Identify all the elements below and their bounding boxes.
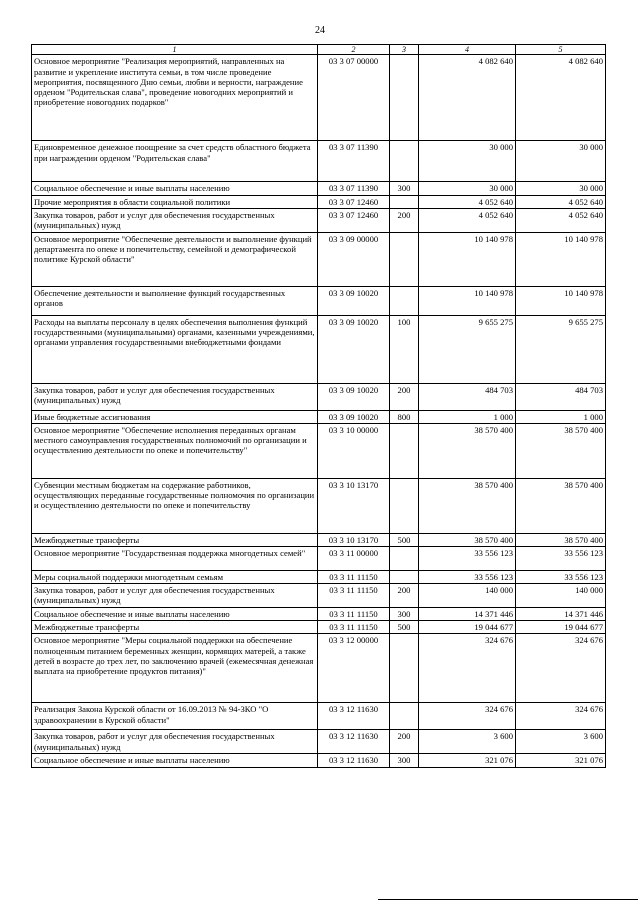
row-sum-total-cell: 321 076 xyxy=(516,754,606,767)
row-sum-total-cell: 33 556 123 xyxy=(516,547,606,571)
row-name-cell: Основное мероприятие "Обеспечение деятельности и выполнение функций департамента по опеке и попечительству, семейной и демографической политике Курской области" xyxy=(32,232,318,286)
table-row xyxy=(32,315,606,383)
row-sum-total-cell: 38 570 400 xyxy=(516,423,606,478)
row-sum-total-cell: 140 000 xyxy=(516,584,606,608)
header-col-4: 4 xyxy=(419,45,516,55)
table-header-row xyxy=(32,45,606,55)
table-row xyxy=(32,232,606,286)
row-name-cell: Иные бюджетные ассигнования xyxy=(32,410,318,423)
row-sum-total-cell: 3 600 xyxy=(516,730,606,754)
row-sum-cell: 9 655 275 xyxy=(419,315,516,383)
row-name-cell: Единовременное денежное поощрение за счет средств областного бюджета при награждении орденом "Родительская слава" xyxy=(32,141,318,182)
table-row xyxy=(32,547,606,571)
row-code-cell: 03 3 09 10020 xyxy=(318,286,390,315)
table-row xyxy=(32,703,606,730)
row-expense-type-cell: 200 xyxy=(390,383,419,410)
row-sum-cell: 4 052 640 xyxy=(419,195,516,208)
row-code-cell: 03 3 12 11630 xyxy=(318,754,390,767)
row-sum-cell: 1 000 xyxy=(419,410,516,423)
row-sum-cell: 30 000 xyxy=(419,141,516,182)
row-name-cell: Субвенции местным бюджетам на содержание работников, осуществляющих переданные государственные полномочия по организации и осуществлению деятельности по опеке и попечительству xyxy=(32,478,318,533)
budget-table xyxy=(31,44,606,768)
table-row xyxy=(32,754,606,767)
row-sum-cell: 38 570 400 xyxy=(419,478,516,533)
row-code-cell: 03 3 11 00000 xyxy=(318,547,390,571)
row-name-cell: Межбюджетные трансферты xyxy=(32,621,318,634)
header-col-3: 3 xyxy=(390,45,419,55)
row-sum-cell: 321 076 xyxy=(419,754,516,767)
table-row xyxy=(32,208,606,232)
row-expense-type-cell: 300 xyxy=(390,754,419,767)
table-row xyxy=(32,608,606,621)
row-expense-type-cell xyxy=(390,195,419,208)
row-expense-type-cell xyxy=(390,478,419,533)
row-code-cell: 03 3 11 11150 xyxy=(318,608,390,621)
row-name-cell: Социальное обеспечение и иные выплаты населению xyxy=(32,754,318,767)
row-code-cell: 03 3 10 13170 xyxy=(318,533,390,546)
row-code-cell: 03 3 09 10020 xyxy=(318,383,390,410)
row-name-cell: Закупка товаров, работ и услуг для обеспечения государственных (муниципальных) нужд xyxy=(32,730,318,754)
row-sum-total-cell: 1 000 xyxy=(516,410,606,423)
row-name-cell: Закупка товаров, работ и услуг для обеспечения государственных (муниципальных) нужд xyxy=(32,584,318,608)
row-sum-cell: 3 600 xyxy=(419,730,516,754)
table-row xyxy=(32,410,606,423)
row-sum-cell: 38 570 400 xyxy=(419,533,516,546)
row-name-cell: Основное мероприятие "Меры социальной поддержки на обеспечение полноценным питанием беременных женщин, кормящих матерей, а также детей в возрасте до трех лет, по заключению врачей (ежемесячная денежная выплата на приобретение продуктов питания)" xyxy=(32,634,318,703)
row-expense-type-cell xyxy=(390,423,419,478)
row-name-cell: Межбюджетные трансферты xyxy=(32,533,318,546)
row-sum-cell: 324 676 xyxy=(419,634,516,703)
row-name-cell: Прочие мероприятия в области социальной политики xyxy=(32,195,318,208)
row-sum-total-cell: 4 052 640 xyxy=(516,208,606,232)
row-expense-type-cell: 100 xyxy=(390,315,419,383)
row-sum-cell: 38 570 400 xyxy=(419,423,516,478)
row-sum-cell: 33 556 123 xyxy=(419,547,516,571)
row-name-cell: Социальное обеспечение и иные выплаты населению xyxy=(32,608,318,621)
row-expense-type-cell xyxy=(390,547,419,571)
table-row xyxy=(32,182,606,195)
row-expense-type-cell: 300 xyxy=(390,608,419,621)
row-code-cell: 03 3 12 00000 xyxy=(318,634,390,703)
table-row xyxy=(32,286,606,315)
row-name-cell: Обеспечение деятельности и выполнение функций государственных органов xyxy=(32,286,318,315)
row-sum-cell: 324 676 xyxy=(419,703,516,730)
row-code-cell: 03 3 07 11390 xyxy=(318,182,390,195)
table-row xyxy=(32,571,606,584)
header-col-1: 1 xyxy=(32,45,318,55)
row-sum-total-cell: 19 044 677 xyxy=(516,621,606,634)
row-code-cell: 03 3 10 00000 xyxy=(318,423,390,478)
row-sum-total-cell: 4 082 640 xyxy=(516,55,606,141)
table-row xyxy=(32,621,606,634)
row-code-cell: 03 3 09 10020 xyxy=(318,315,390,383)
row-sum-total-cell: 4 052 640 xyxy=(516,195,606,208)
row-code-cell: 03 3 11 11150 xyxy=(318,571,390,584)
row-sum-cell: 484 703 xyxy=(419,383,516,410)
row-sum-cell: 33 556 123 xyxy=(419,571,516,584)
table-row xyxy=(32,141,606,182)
row-code-cell: 03 3 11 11150 xyxy=(318,621,390,634)
row-expense-type-cell: 500 xyxy=(390,621,419,634)
row-code-cell: 03 3 09 10020 xyxy=(318,410,390,423)
row-name-cell: Социальное обеспечение и иные выплаты населению xyxy=(32,182,318,195)
header-col-2: 2 xyxy=(318,45,390,55)
row-sum-total-cell: 10 140 978 xyxy=(516,286,606,315)
row-expense-type-cell: 200 xyxy=(390,584,419,608)
row-expense-type-cell xyxy=(390,703,419,730)
row-sum-total-cell: 33 556 123 xyxy=(516,571,606,584)
row-name-cell: Основное мероприятие "Государственная поддержка многодетных семей" xyxy=(32,547,318,571)
row-code-cell: 03 3 12 11630 xyxy=(318,703,390,730)
row-expense-type-cell xyxy=(390,141,419,182)
row-sum-total-cell: 324 676 xyxy=(516,634,606,703)
table-row xyxy=(32,383,606,410)
footer-rule xyxy=(378,899,638,900)
row-expense-type-cell: 500 xyxy=(390,533,419,546)
row-sum-total-cell: 484 703 xyxy=(516,383,606,410)
header-col-5: 5 xyxy=(516,45,606,55)
row-expense-type-cell xyxy=(390,634,419,703)
row-name-cell: Реализация Закона Курской области от 16.09.2013 № 94-ЗКО "О здравоохранении в Курской области" xyxy=(32,703,318,730)
row-code-cell: 03 3 12 11630 xyxy=(318,730,390,754)
row-name-cell: Основное мероприятие "Реализация мероприятий, направленных на развитие и укрепление института семьи, в том числе проведение мероприятия, посвященного Дню семьи, любви и верности, награждение орденом "Родительская слава", проведение новогодних мероприятий и приобретение новогодних подарков" xyxy=(32,55,318,141)
row-sum-total-cell: 9 655 275 xyxy=(516,315,606,383)
row-sum-cell: 30 000 xyxy=(419,182,516,195)
row-code-cell: 03 3 11 11150 xyxy=(318,584,390,608)
row-sum-cell: 140 000 xyxy=(419,584,516,608)
row-sum-total-cell: 30 000 xyxy=(516,141,606,182)
row-sum-cell: 4 052 640 xyxy=(419,208,516,232)
row-expense-type-cell xyxy=(390,55,419,141)
table-row xyxy=(32,478,606,533)
table-row xyxy=(32,423,606,478)
row-sum-cell: 10 140 978 xyxy=(419,232,516,286)
row-code-cell: 03 3 07 12460 xyxy=(318,208,390,232)
row-expense-type-cell: 200 xyxy=(390,730,419,754)
table-row xyxy=(32,533,606,546)
table-row xyxy=(32,634,606,703)
row-sum-total-cell: 324 676 xyxy=(516,703,606,730)
row-sum-total-cell: 30 000 xyxy=(516,182,606,195)
row-code-cell: 03 3 07 00000 xyxy=(318,55,390,141)
row-code-cell: 03 3 07 11390 xyxy=(318,141,390,182)
row-name-cell: Основное мероприятие "Обеспечение исполнения переданных органам местного самоуправления государственных полномочий по организации и осуществлению деятельности по опеке и попечительству" xyxy=(32,423,318,478)
row-expense-type-cell xyxy=(390,232,419,286)
row-expense-type-cell: 200 xyxy=(390,208,419,232)
row-expense-type-cell xyxy=(390,286,419,315)
row-sum-total-cell: 38 570 400 xyxy=(516,533,606,546)
row-code-cell: 03 3 07 12460 xyxy=(318,195,390,208)
row-sum-total-cell: 10 140 978 xyxy=(516,232,606,286)
row-sum-cell: 14 371 446 xyxy=(419,608,516,621)
row-expense-type-cell: 300 xyxy=(390,182,419,195)
row-name-cell: Меры социальной поддержки многодетным семьям xyxy=(32,571,318,584)
table-row xyxy=(32,55,606,141)
row-code-cell: 03 3 10 13170 xyxy=(318,478,390,533)
table-row xyxy=(32,584,606,608)
row-expense-type-cell xyxy=(390,571,419,584)
row-sum-cell: 19 044 677 xyxy=(419,621,516,634)
row-code-cell: 03 3 09 00000 xyxy=(318,232,390,286)
table-row xyxy=(32,195,606,208)
row-sum-cell: 10 140 978 xyxy=(419,286,516,315)
row-name-cell: Закупка товаров, работ и услуг для обеспечения государственных (муниципальных) нужд xyxy=(32,208,318,232)
page-number: 24 xyxy=(315,25,325,36)
row-name-cell: Закупка товаров, работ и услуг для обеспечения государственных (муниципальных) нужд xyxy=(32,383,318,410)
row-sum-cell: 4 082 640 xyxy=(419,55,516,141)
row-name-cell: Расходы на выплаты персоналу в целях обеспечения выполнения функций государственными (муниципальными) органами, казенными учреждениями, органами управления государственными внебюджетными фондами xyxy=(32,315,318,383)
row-sum-total-cell: 38 570 400 xyxy=(516,478,606,533)
row-sum-total-cell: 14 371 446 xyxy=(516,608,606,621)
row-expense-type-cell: 800 xyxy=(390,410,419,423)
table-row xyxy=(32,730,606,754)
